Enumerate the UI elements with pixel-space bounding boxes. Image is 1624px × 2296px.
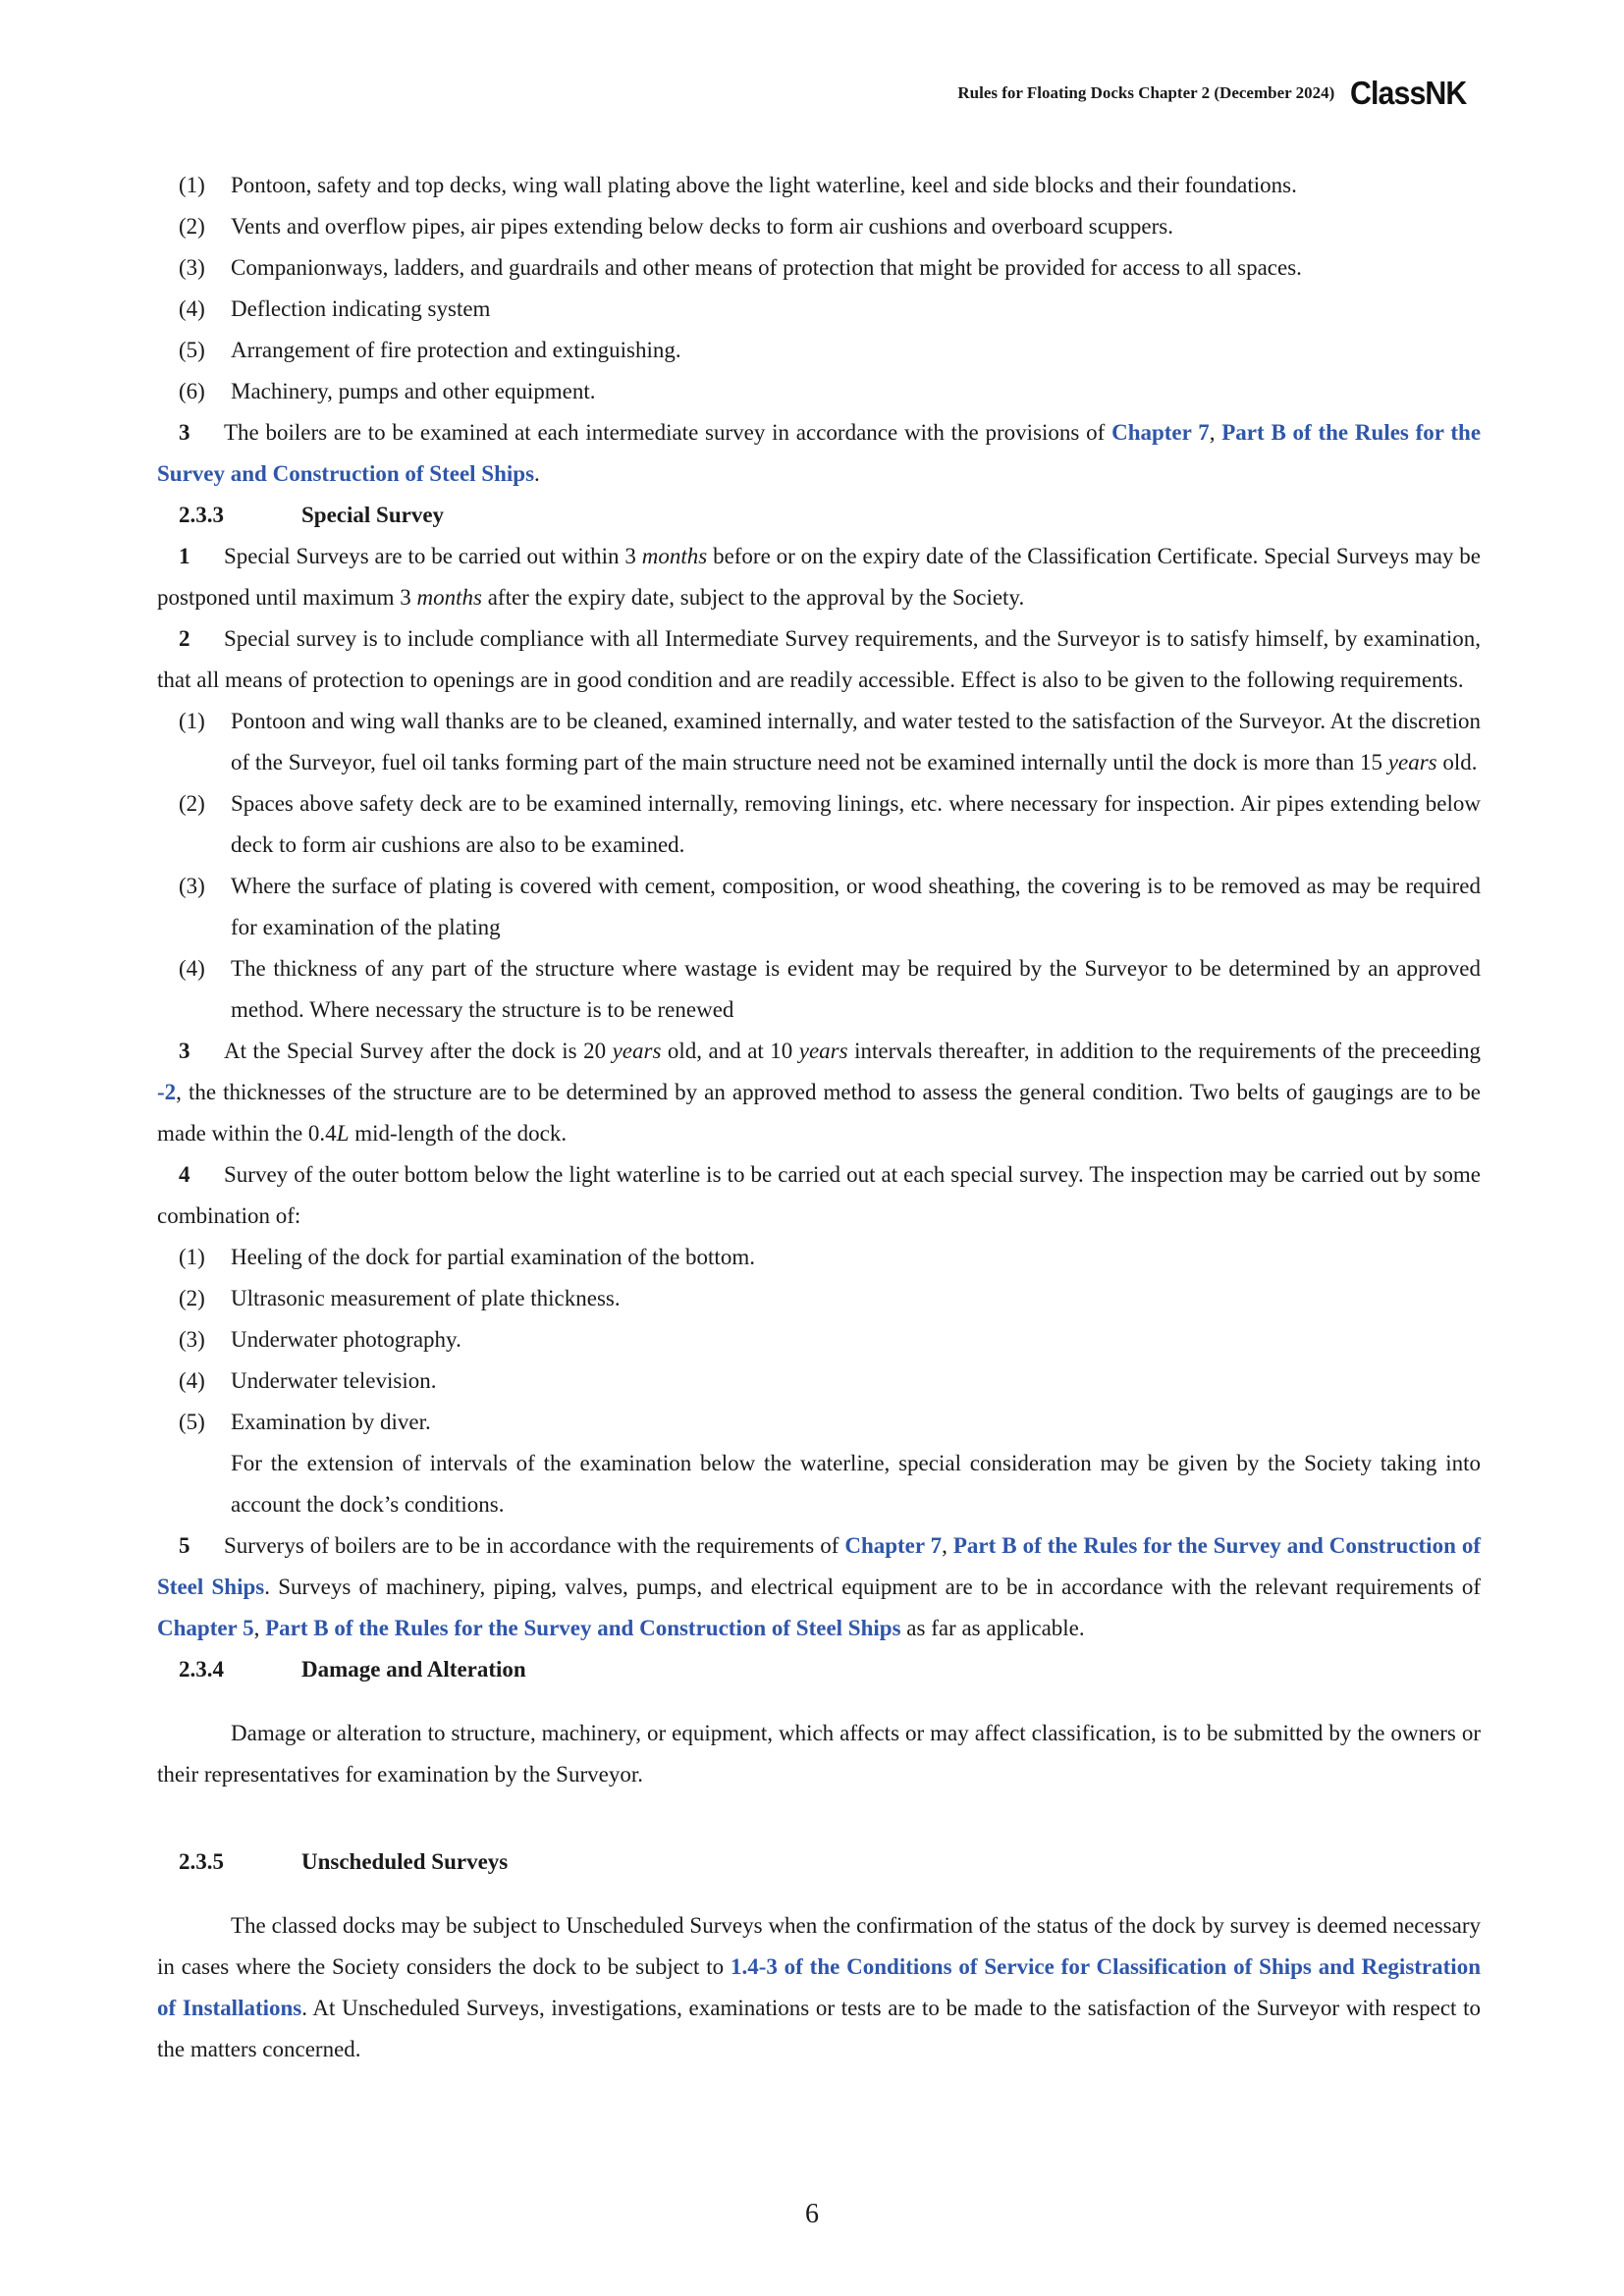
list-item: (4) Underwater television. [179,1368,437,1393]
list-b [157,701,1481,1031]
list-item: (4) Deflection indicating system [179,296,491,321]
special-survey-paragraph-5: 5 Surverys of boilers are to be in accordance with the requirements of Chapter 7, Part B of the Rules for the Survey and Construction of Steel Ships. Surveys of machinery, piping, valves, pumps, and electrical equipment are to be in accordance with the relevant requirements of Chapter 5, Part B of the Rules for the Survey and Construction of Steel Ships as far as applicable. [157,1533,1481,1640]
ref-part-b-link[interactable]: Part B of the Rules for the Survey and Construction of Steel Ships [157,1533,1481,1599]
list-item: (5) Examination by diver. [179,1410,431,1434]
paragraph-3-boilers: 3 The boilers are to be examined at each intermediate survey in accordance with the provisions of Chapter 7, Part B of the Rules for the Survey and Construction of Steel Ships. [157,420,1482,486]
classnk-logo: ClassNK [1350,75,1467,111]
ref-chapter-5-link[interactable]: Chapter 5 [157,1616,254,1640]
list-item: (2) Vents and overflow pipes, air pipes extending below decks to form air cushions and overboard scuppers. [179,214,1174,239]
damage-alteration-paragraph: Damage or alteration to structure, machinery, or equipment, which affects or may affect classification, is to be submitted by the owners or their representatives for examination by the Surveyor. [157,1721,1481,1787]
section-heading-2-3-3: 2.3.3 Special Survey [179,503,445,527]
special-survey-paragraph-1: 1 Special Surveys are to be carried out within 3 months before or on the expiry date of the Classification Certificate. Special Surveys may be postponed until maximum 3 months after the expiry date, subject to the approval by the Society. [157,544,1481,610]
ref-part-b-link[interactable]: Part B of the Rules for the Survey and Construction of Steel Ships [265,1616,901,1640]
ref-chapter-7-link[interactable]: Chapter 7 [844,1533,943,1558]
list-item: (4) The thickness of any part of the structure where wastage is evident may be required by the Surveyor to be determined by an approved method. Where necessary the structure is to be renewed [179,956,1481,1022]
ref-part-b-link[interactable]: Part B of the Rules for the Survey and Construction of Steel Ships [157,420,1482,486]
section-heading-2-3-5: 2.3.5 Unscheduled Surveys [179,1849,509,1874]
list-item: (1) Pontoon, safety and top decks, wing wall plating above the light waterline, keel and side blocks and their foundations. [179,173,1297,197]
list-item: (2) Ultrasonic measurement of plate thickness. [179,1286,621,1310]
special-survey-paragraph-4: 4 Survey of the outer bottom below the light waterline is to be carried out at each special survey. The inspection may be carried out by some combination of: [157,1162,1481,1228]
list-item: (6) Machinery, pumps and other equipment. [179,379,596,403]
page-header [957,75,1477,112]
ref-minus-2-link[interactable]: -2 [157,1080,177,1104]
section-heading-2-3-4: 2.3.4 Damage and Alteration [179,1657,526,1682]
special-survey-paragraph-3: 3 At the Special Survey after the dock is 20 years old, and at 10 years intervals thereafter, in addition to the requirements of the preceeding -2, the thicknesses of the structure are to be determined by an approved method to assess the general condition. Two belts of gaugings are to be made within the 0.4L mid-length of the dock. [157,1039,1481,1146]
special-survey-paragraph-2: 2 Special survey is to include compliance with all Intermediate Survey requirements, and the Surveyor is to satisfy himself, by examination, that all means of protection to openings are in good condition and are readily accessible. Effect is also to be given to the following requirements. [157,626,1481,692]
list-item: (3) Where the surface of plating is covered with cement, composition, or wood sheathing, the covering is to be removed as may be required for examination of the plating [179,874,1481,939]
list-item: (3) Companionways, ladders, and guardrails and other means of protection that might be provided for access to all spaces. [179,255,1302,280]
list-continuation: For the extension of intervals of the examination below the waterline, special consideration may be given by the Society taking into account the dock’s conditions. [231,1451,1481,1517]
list-item: (1) Heeling of the dock for partial examination of the bottom. [179,1245,755,1269]
header-title: Rules for Floating Docks Chapter 2 (December 2024) [957,83,1335,102]
document-body [157,165,1481,2093]
ref-conditions-of-service-link[interactable]: 1.4-3 of the Conditions of Service for Classification of Ships and Registration of Installations [157,1954,1481,2020]
ref-chapter-7-link[interactable]: Chapter 7 [1111,420,1210,445]
list-item: (5) Arrangement of fire protection and extinguishing. [179,338,681,362]
list-item: (1) Pontoon and wing wall thanks are to be cleaned, examined internally, and water tested to the satisfaction of the Surveyor. At the discretion of the Surveyor, fuel oil tanks forming part of the main structure need not be examined internally until the dock is more than 15 years old. [179,709,1481,774]
list-item: (2) Spaces above safety deck are to be examined internally, removing linings, etc. where necessary for inspection. Air pipes extending below deck to form air cushions are also to be examined. [179,791,1481,857]
list-a [157,165,1481,412]
unscheduled-surveys-paragraph: The classed docks may be subject to Unscheduled Surveys when the confirmation of the status of the dock by survey is deemed necessary in cases where the Society considers the dock to be subject to 1.4-3 of the Conditions of Service for Classification of Ships and Registration of Installations. At Unscheduled Surveys, investigations, examinations or tests are to be made to the satisfaction of the Surveyor with respect to the matters concerned. [157,1913,1481,2061]
list-item: (3) Underwater photography. [179,1327,461,1352]
page-number: 6 [805,2199,819,2229]
list-c [157,1237,1481,1525]
